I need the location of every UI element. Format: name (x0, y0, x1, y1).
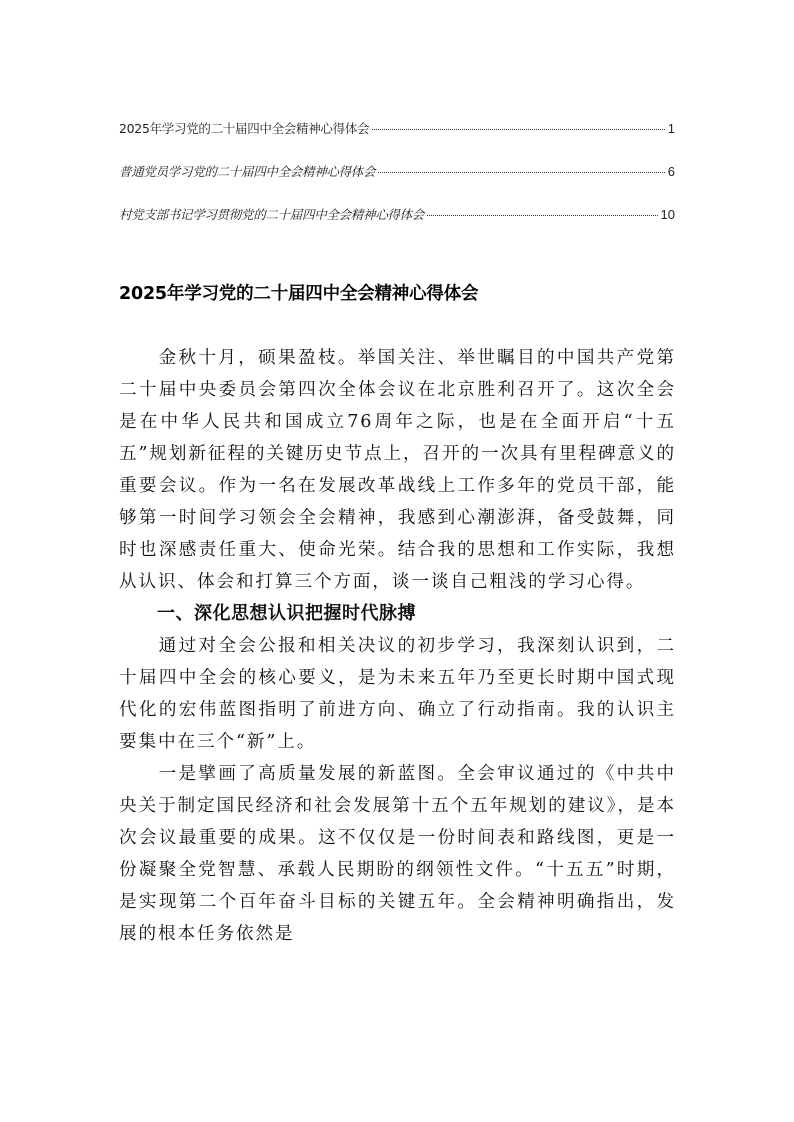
section-heading: 一、深化思想认识把握时代脉搏 (157, 603, 416, 624)
toc-item[interactable] (119, 162, 675, 205)
toc-item[interactable] (119, 119, 675, 162)
toc-item-page: 10 (660, 207, 675, 222)
body-paragraph: 一是擘画了高质量发展的新蓝图。全会审议通过的《中共中央关于制定国民经济和社会发展第十五个五年规划的建议》，是本次会议最重要的成果。这不仅仅是一份时间表和路线图，更是一份凝聚全党智慧、承载人民期盼的纲领性文件。“十五五”时期，是实现第二个百年奋斗目标的关键五年。全会精神明确指出，发展的根本任务依然是 (119, 764, 676, 944)
toc-item-page: 1 (667, 121, 675, 136)
document-body (119, 342, 676, 950)
document-title: 2025年学习党的二十届四中全会精神心得体会 (119, 284, 479, 304)
toc-item-page: 6 (667, 164, 675, 179)
toc-item-title: 2025年学习党的二十届四中全会精神心得体会 (119, 121, 370, 136)
toc-dot-leader (372, 129, 665, 130)
toc-item[interactable] (119, 205, 675, 248)
toc-item-title: 村党支部书记学习贯彻党的二十届四中全会精神心得体会 (119, 207, 425, 222)
toc-dot-leader (427, 215, 658, 216)
body-paragraph: 通过对全会公报和相关决议的初步学习，我深刻认识到，二十届四中全会的核心要义，是为未来五年乃至更长时期中国式现代化的宏伟蓝图指明了前进方向、确立了行动指南。我的认识主要集中在三个“新”上。 (119, 636, 676, 752)
toc-dot-leader (378, 172, 665, 173)
toc-item-title: 普通党员学习党的二十届四中全会精神心得体会 (119, 164, 376, 179)
intro-paragraph: 金秋十月，硕果盈枝。举国关注、举世瞩目的中国共产党第二十届中央委员会第四次全体会议在北京胜利召开了。这次全会是在中华人民共和国成立76周年之际，也是在全面开启“十五五”规划新征程的关键历史节点上，召开的一次具有里程碑意义的重要会议。作为一名在发展改革战线上工作多年的党员干部，能够第一时间学习领会全会精神，我感到心潮澎湃，备受鼓舞，同时也深感责任重大、使命光荣。结合我的思想和工作实际，我想从认识、体会和打算三个方面，谈一谈自己粗浅的学习心得。 (119, 348, 676, 592)
table-of-contents (119, 119, 675, 248)
